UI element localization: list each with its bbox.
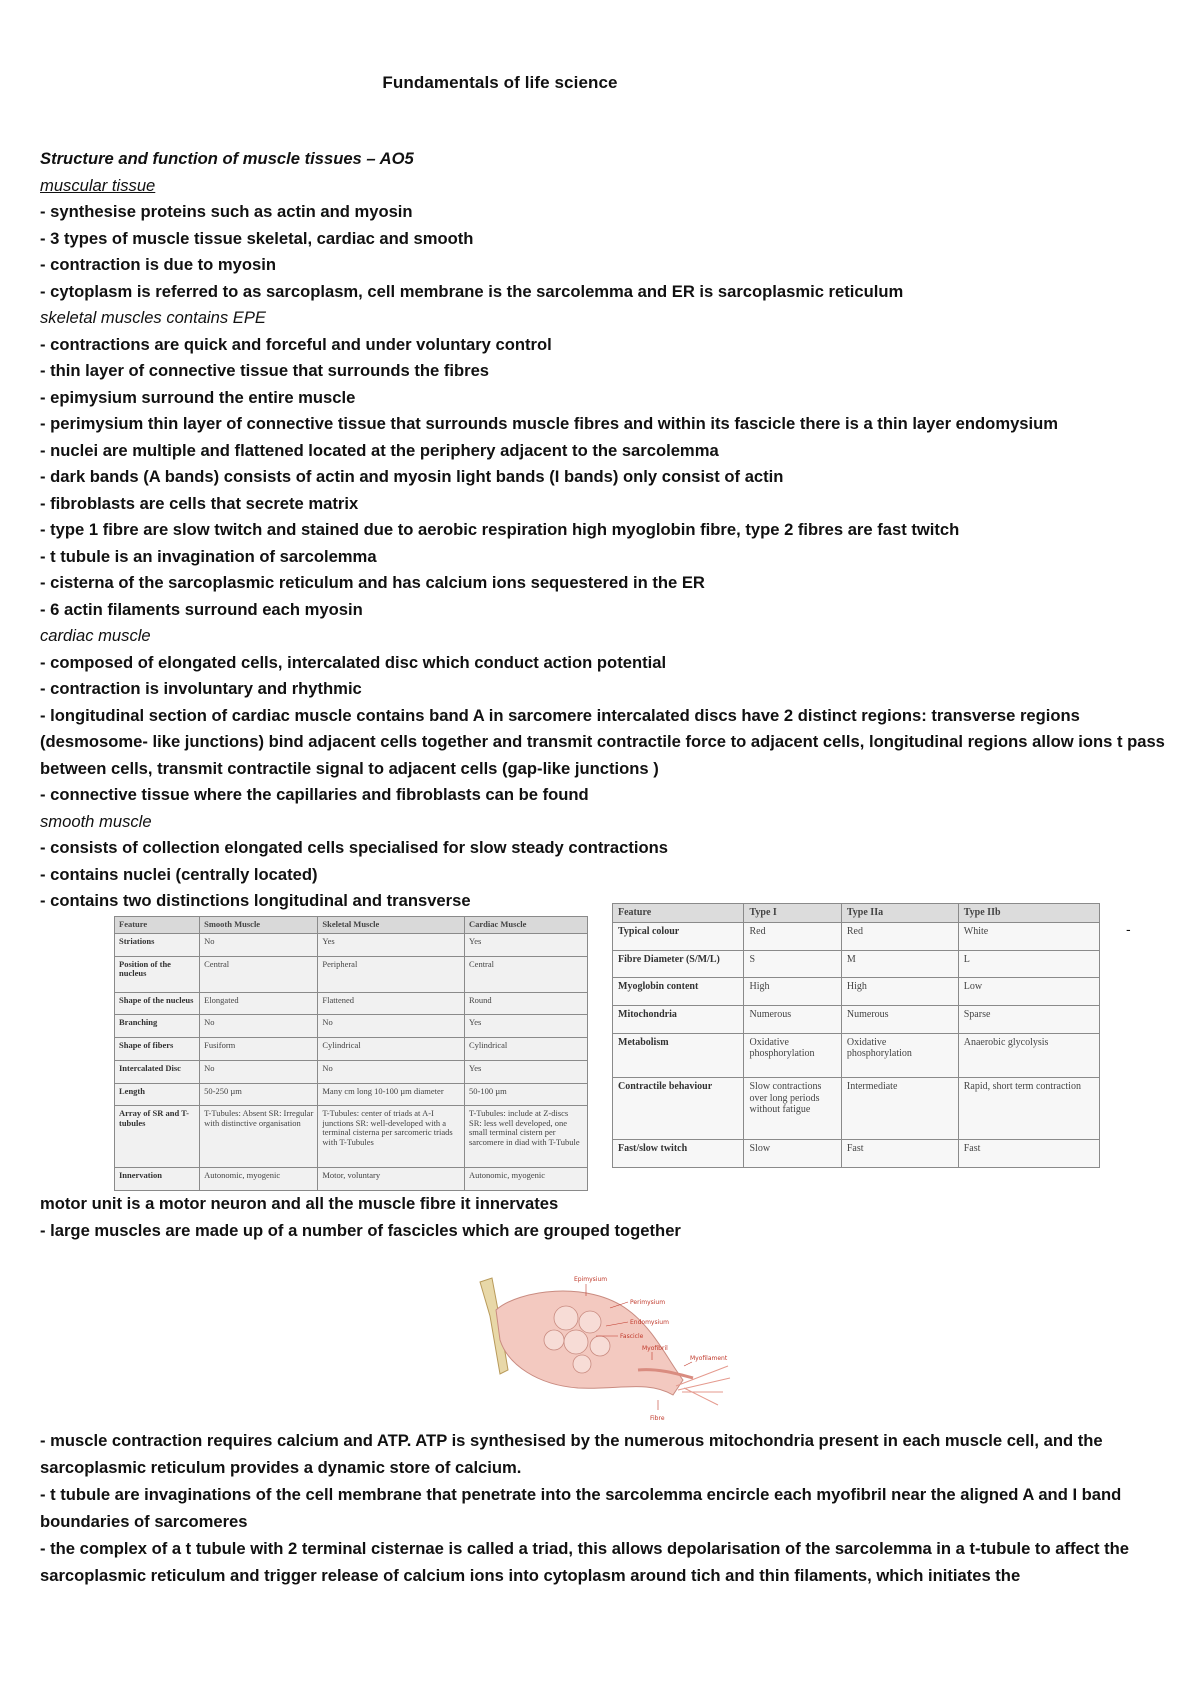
bullet-item: - longitudinal section of cardiac muscle contains band A in sarcomere intercalated discs have 2 distinct regions: transverse regions (desmosome- like junctions) bind adjacent cells together and transmit contractile force to adjacent cells, longitudinal regions allow ions t pass between cells, transmit contractile signal to adjacent cells (gap-like junctions ) xyxy=(40,705,1165,778)
table-header-cell: Skeletal Muscle xyxy=(318,917,465,934)
table-cell: Rapid, short term contraction xyxy=(958,1078,1099,1140)
table-cell: Autonomic, myogenic xyxy=(465,1168,588,1191)
table-row xyxy=(613,978,1100,1006)
table-cell: Oxidative phosphorylation xyxy=(744,1033,841,1078)
table-cell: Slow xyxy=(744,1140,841,1168)
table-cell: Numerous xyxy=(744,1005,841,1033)
table-cell: High xyxy=(744,978,841,1006)
diagram-label: Perimysium xyxy=(630,1299,666,1306)
table-cell: Motor, voluntary xyxy=(318,1168,465,1191)
table-cell: S xyxy=(744,950,841,978)
table-header-cell: Feature xyxy=(115,917,200,934)
bullet-item: - connective tissue where the capillaries and fibroblasts can be found xyxy=(40,785,589,804)
table-cell: Yes xyxy=(465,934,588,957)
table-cell: T-Tubules: center of triads at A-I junctions SR: well-developed with a terminal cisterna per sarcomeric triads with T-Tubules xyxy=(318,1106,465,1168)
motor-unit-notes xyxy=(40,1191,1170,1244)
bullet-item: - synthesise proteins such as actin and myosin xyxy=(40,202,413,221)
table-header-cell: Type IIb xyxy=(958,904,1099,923)
table-row xyxy=(613,1140,1100,1168)
bullet-item: - t tubule is an invagination of sarcolemma xyxy=(40,546,377,566)
table-cell: Red xyxy=(841,923,958,951)
subheading-muscular-tissue: muscular tissue xyxy=(40,175,156,195)
table-cell: Elongated xyxy=(200,992,318,1015)
table-cell: Fast xyxy=(841,1140,958,1168)
page-title: Fundamentals of life science xyxy=(382,73,618,92)
table-cell: High xyxy=(841,978,958,1006)
table-row-header: Length xyxy=(115,1083,200,1106)
table-cell: Flattened xyxy=(318,992,465,1015)
bullet-item: - nuclei are multiple and flattened located at the periphery adjacent to the sarcolemma xyxy=(40,440,719,460)
table-header-cell: Type IIa xyxy=(841,904,958,923)
bullet-item: - contains two distinctions longitudinal and transverse xyxy=(40,891,471,910)
section-heading: Structure and function of muscle tissues – AO5 xyxy=(40,149,414,168)
diagram-label: Fascicle xyxy=(620,1333,644,1340)
table-cell: No xyxy=(200,1015,318,1038)
table-cell: Yes xyxy=(318,934,465,957)
bullet-item: - fibroblasts are cells that secrete matrix xyxy=(40,493,359,513)
table-cell: No xyxy=(200,934,318,957)
table-cell: Peripheral xyxy=(318,956,465,992)
table-row-header: Mitochondria xyxy=(613,1005,744,1033)
table-cell: Numerous xyxy=(841,1005,958,1033)
table-row xyxy=(613,950,1100,978)
table-row-header: Myoglobin content xyxy=(613,978,744,1006)
table-cell: Fusiform xyxy=(200,1038,318,1061)
table-cell: L xyxy=(958,950,1099,978)
table-row xyxy=(613,923,1100,951)
table-row-header: Typical colour xyxy=(613,923,744,951)
bullet-item: - large muscles are made up of a number of fascicles which are grouped together xyxy=(40,1220,681,1240)
table-header-cell: Cardiac Muscle xyxy=(465,917,588,934)
table-row xyxy=(613,1078,1100,1140)
table-row xyxy=(613,1033,1100,1078)
table-cell: White xyxy=(958,923,1099,951)
diagram-label: Myofibril xyxy=(642,1345,668,1352)
muscle-structure-diagram xyxy=(478,1270,738,1425)
table-row-header: Shape of the nucleus xyxy=(115,992,200,1015)
table-cell: Low xyxy=(958,978,1099,1006)
subheading-skeletal: skeletal muscles contains EPE xyxy=(40,308,266,327)
subheading-cardiac: cardiac muscle xyxy=(40,626,151,645)
bullet-item: - epimysium surround the entire muscle xyxy=(40,387,356,407)
notes-body xyxy=(40,146,1170,915)
table-cell: Central xyxy=(200,956,318,992)
table-cell: Sparse xyxy=(958,1005,1099,1033)
bullet-item: - dark bands (A bands) consists of actin and myosin light bands (I bands) only consist of actin xyxy=(40,467,784,486)
table-header-cell: Feature xyxy=(613,904,744,923)
table-cell: Fast xyxy=(958,1140,1099,1168)
table-row-header: Fibre Diameter (S/M/L) xyxy=(613,950,744,978)
bullet-item: - type 1 fibre are slow twitch and stained due to aerobic respiration high myoglobin fibre, type 2 fibres are fast twitch xyxy=(40,520,960,539)
bullet-item: - contractions are quick and forceful and under voluntary control xyxy=(40,334,552,354)
table-cell: T-Tubules: include at Z-discs SR: less well developed, one small terminal cistern per sarcomere in diad with T-Tubule xyxy=(465,1106,588,1168)
table-cell: T-Tubules: Absent SR: Irregular with distinctive organisation xyxy=(200,1106,318,1168)
table-row xyxy=(115,1083,588,1106)
table-cell: Red xyxy=(744,923,841,951)
contraction-notes xyxy=(40,1427,1160,1589)
subheading-smooth: smooth muscle xyxy=(40,811,152,831)
table-cell: Round xyxy=(465,992,588,1015)
table-row xyxy=(115,1038,588,1061)
bullet-item: - contraction is involuntary and rhythmic xyxy=(40,679,362,698)
diagram-label: Epimysium xyxy=(574,1276,608,1283)
bullet-item: - t tubule are invaginations of the cell membrane that penetrate into the sarcolemma encircle each myofibril near the aligned A and I band boundaries of sarcomeres xyxy=(40,1485,1122,1531)
diagram-label: Endomysium xyxy=(630,1319,669,1326)
table-cell: M xyxy=(841,950,958,978)
bullet-item: - thin layer of connective tissue that surrounds the fibres xyxy=(40,361,490,380)
table-header-cell: Type I xyxy=(744,904,841,923)
bullet-item: - composed of elongated cells, intercalated disc which conduct action potential xyxy=(40,652,667,672)
table-row-header: Shape of fibers xyxy=(115,1038,200,1061)
bullet-item: - consists of collection elongated cells specialised for slow steady contractions xyxy=(40,838,668,857)
table-row xyxy=(613,1005,1100,1033)
table-cell: Cylindrical xyxy=(465,1038,588,1061)
diagram-label: Myofilament xyxy=(690,1355,728,1362)
table-cell: No xyxy=(200,1060,318,1083)
table-cell: 50-100 µm xyxy=(465,1083,588,1106)
stray-dash: - xyxy=(1126,921,1131,937)
table-row-header: Branching xyxy=(115,1015,200,1038)
table-header-row xyxy=(613,904,1100,923)
table-row-header: Intercalated Disc xyxy=(115,1060,200,1083)
table-row-header: Contractile behaviour xyxy=(613,1078,744,1140)
bullet-item: - cytoplasm is referred to as sarcoplasm, cell membrane is the sarcolemma and ER is sarcoplasmic reticulum xyxy=(40,281,904,301)
table-cell: Central xyxy=(465,956,588,992)
fibre-types-table xyxy=(612,903,1100,1168)
bullet-item: - contains nuclei (centrally located) xyxy=(40,864,318,884)
bullet-item: motor unit is a motor neuron and all the muscle fibre it innervates xyxy=(40,1194,559,1213)
table-cell: Cylindrical xyxy=(318,1038,465,1061)
muscle-types-table xyxy=(114,916,588,1191)
table-cell: Oxidative phosphorylation xyxy=(841,1033,958,1078)
table-row xyxy=(115,992,588,1015)
table-cell: No xyxy=(318,1060,465,1083)
table-cell: No xyxy=(318,1015,465,1038)
table-row-header: Striations xyxy=(115,934,200,957)
bullet-item: - perimysium thin layer of connective tissue that surrounds muscle fibres and within its fascicle there is a thin layer endomysium xyxy=(40,414,1059,433)
table-row xyxy=(115,1168,588,1191)
table-cell: Intermediate xyxy=(841,1078,958,1140)
muscle-belly-shape xyxy=(496,1291,683,1395)
table-row xyxy=(115,1106,588,1168)
table-cell: 50-250 µm xyxy=(200,1083,318,1106)
table-row xyxy=(115,1060,588,1083)
bullet-item: - muscle contraction requires calcium and ATP. ATP is synthesised by the numerous mitochondria present in each muscle cell, and the sarcoplasmic reticulum provides a dynamic store of calcium. xyxy=(40,1431,1103,1477)
table-row-header: Position of the nucleus xyxy=(115,956,200,992)
bullet-item: - the complex of a t tubule with 2 terminal cisternae is called a triad, this allows depolarisation of the sarcolemma in a t-tubule to affect the sarcoplasmic reticulum and trigger release of calcium ions into cytoplasm around tich and thin filaments, which initiates the xyxy=(40,1539,1129,1585)
table-header-cell: Smooth Muscle xyxy=(200,917,318,934)
table-cell: Autonomic, myogenic xyxy=(200,1168,318,1191)
bullet-item: - 3 types of muscle tissue skeletal, cardiac and smooth xyxy=(40,228,474,248)
myofilament-strands xyxy=(676,1366,730,1405)
table-cell: Many cm long 10-100 µm diameter xyxy=(318,1083,465,1106)
bullet-item: - contraction is due to myosin xyxy=(40,255,277,274)
table-row-header: Innervation xyxy=(115,1168,200,1191)
bullet-item: - cisterna of the sarcoplasmic reticulum and has calcium ions sequestered in the ER xyxy=(40,573,705,592)
bullet-item: - 6 actin filaments surround each myosin xyxy=(40,599,363,619)
table-row xyxy=(115,1015,588,1038)
table-row-header: Metabolism xyxy=(613,1033,744,1078)
table-header-row xyxy=(115,917,588,934)
table-row xyxy=(115,934,588,957)
diagram-label: Fibre xyxy=(650,1415,665,1422)
table-row-header: Array of SR and T-tubules xyxy=(115,1106,200,1168)
table-cell: Slow contractions over long periods without fatigue xyxy=(744,1078,841,1140)
table-cell: Yes xyxy=(465,1060,588,1083)
table-row-header: Fast/slow twitch xyxy=(613,1140,744,1168)
table-cell: Anaerobic glycolysis xyxy=(958,1033,1099,1078)
table-row xyxy=(115,956,588,992)
table-cell: Yes xyxy=(465,1015,588,1038)
